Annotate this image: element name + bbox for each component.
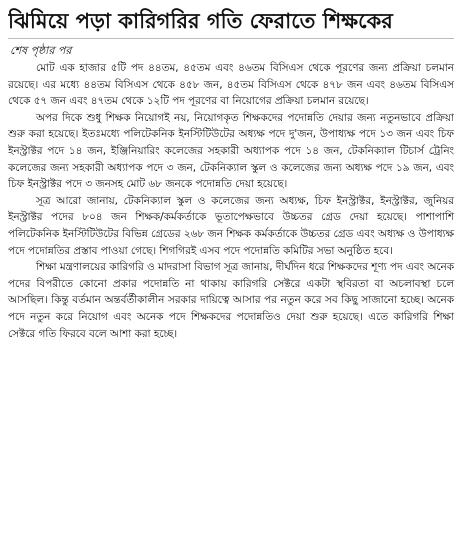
headline: ঝিমিয়ে পড়া কারিগরির গতি ফেরাতে শিক্ষকের [8, 6, 454, 39]
paragraph-higher-grade: সূত্র আরো জানায়, টেকনিক্যাল স্কুল ও কলেজের জন্য অধ্যক্ষ, চিফ ইনস্ট্রাক্টর, ইনস্ট্রাক্টর, জুনিয়র ইনস্ট্রাক্টর পদের ৮০৪ জন শিক্ষক/কর্মকর্তাকে ভূতাপেক্ষভাবে উচ্চতর গ্রেড দেয়া হয়েছে। পাশাপাশি পলিটেকনিক ইনস্টিটিউটের বিভিন্ন গ্রেডের ২৬৮ জন শিক্ষক কর্মকর্তাকে উচ্চতর গ্রেড এবং অধ্যক্ষ ও উপাধ্যক্ষ পদে পদোন্নতির প্রস্তাব পাওয়া গেছে। শিগগিরই এসব পদে পদোন্নতি কমিটির সভা অনুষ্ঠিত হবে। [8, 194, 454, 257]
paragraph-ministry-source: শিক্ষা মন্ত্রণালয়ের কারিগরি ও মাদরাসা বিভাগ সূত্র জানায়, দীর্ঘদিন ধরে শিক্ষকদের শূণ্য পদ এবং অনেক পদের বিপরীতে কোনো প্রকার পদোন্নতি না থাকায় কারিগরি সেক্টরে একটা স্থবিরতা বা অচলাবস্থা চলে আসছিল। কিন্তু বর্তমান অন্তর্বর্তীকালীন সরকার দায়িত্বে আসার পর নতুন করে সব কিছু সাজানো হচ্ছে। অনেক পদে নতুন করে নিয়োগ এবং অনেক পদে শিক্ষকদের পদোন্নতিও দেয়া শুরু হয়েছে। এতে কারিগরি শিক্ষা সেক্টরে গতি ফিরবে বলে আশা করা হচ্ছে। [8, 261, 454, 340]
paragraph-promotions: অপর দিকে শুধু শিক্ষক নিয়োগই নয়, নিয়োগকৃত শিক্ষকদের পদোন্নতি দেয়ার জন্য নতুনভাবে প্রক্রিয়া শুরু করা হয়েছে। ইতঃমধ্যে পলিটেকনিক ইনস্টিটিউটের অধ্যক্ষ পদে দু'জন, উপাধ্যক্ষ পদে ১৩ জন এবং চিফ ইনস্ট্রাক্টর পদে ১৪ জন, ইঞ্জিনিয়ারিং কলেজের সহকারী অধ্যাপক পদে ১৪ জন, টেকনিক্যাল টিচার্স ট্রেনিং কলেজের জন্য সহকারী অধ্যাপক পদে ৩ জন, টেকনিক্যাল স্কুল ও কলেজের জন্য অধ্যক্ষ পদে ১৯ জন, এবং চিফ ইনস্ট্রাক্টর পদে ৩ জনসহ মোট ৬৮ জনকে পদোন্নতি দেয়া হয়েছে। [8, 111, 454, 191]
continued-from-label: শেষ পৃষ্ঠার পর [10, 44, 72, 57]
paragraph-positions-filled: মোট এক হাজার ৫টি পদ ৪৪তম, ৪৫তম এবং ৪৬তম বিসিএস থেকে পূরণের জন্য প্রক্রিয়া চলমান রয়েছে। এর মধ্যে ৪৪তম বিসিএস থেকে ৪৫৮ জন, ৪৫তম বিসিএস থেকে ৪৭৮ জন এবং ৪৬তম বিসিএস থেকে ৫৭ জন এবং ৪৭তম থেকে ১২টি পদ পূরণের বা নিয়োগের প্রক্রিয়া চলমান রয়েছে। [8, 62, 454, 108]
